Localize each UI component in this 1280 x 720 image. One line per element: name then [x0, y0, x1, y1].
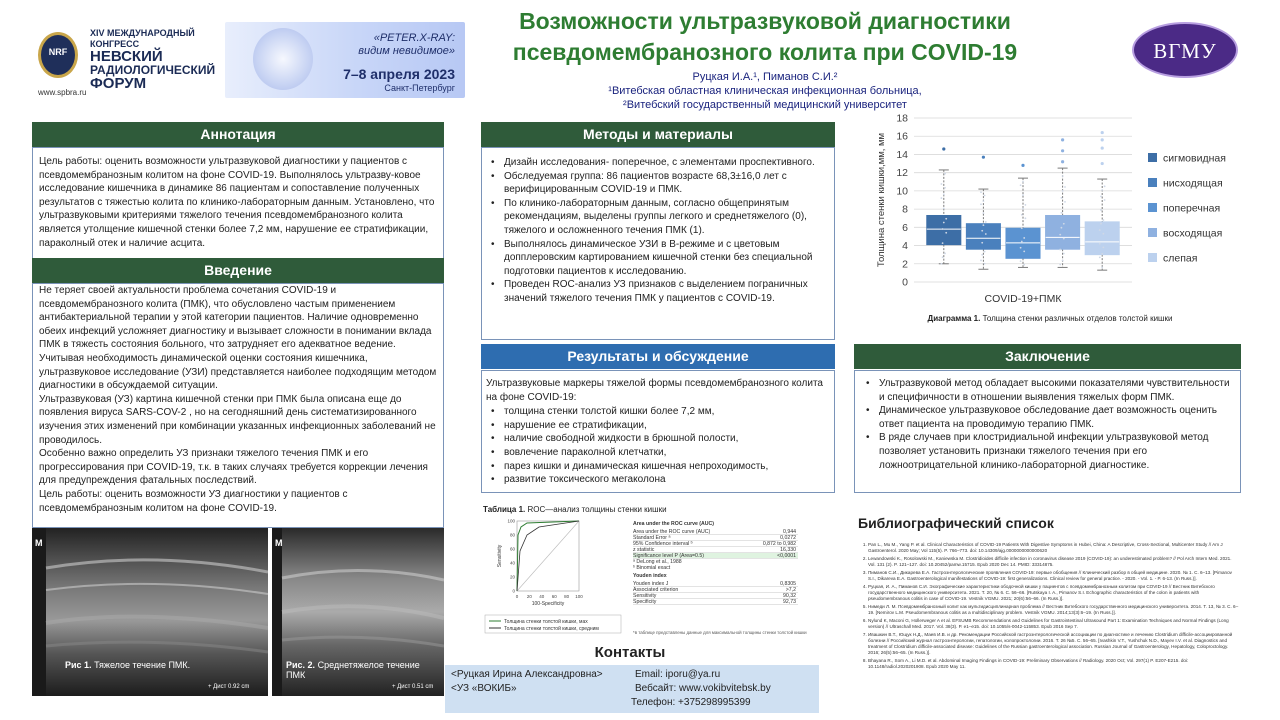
bibliography-item: 4. Руцкая, И. А., Пиманов С.И. Эхографические характеристики ободочной кишки у пациентов с псевдомембранозным колитом при COVID-19 // Вестник Витебского государственного медицинского университета. 2021. Т. 20, № 6. С. 56–66. [Rutskaya I. A., Pimanov S.I. Echographic characteristics of the colon in patients with pseudomembranous colitis in case of COVID-19. Vestnik VGMU. 2021; 20(6):56–66. (In Russ.)]. — [868, 584, 1240, 602]
ultrasound-image-2 — [272, 528, 444, 696]
outlier-point — [1101, 146, 1104, 149]
data-point — [1099, 243, 1101, 245]
data-point — [1025, 204, 1027, 206]
data-point — [1062, 175, 1064, 177]
y-tick-label: 4 — [902, 240, 908, 253]
data-point — [1100, 195, 1102, 197]
youden-row: Youden index J 0,8305 — [633, 581, 796, 587]
contacts-box — [445, 665, 819, 713]
chart-caption: Диаграмма 1. Толщина стенки различных отделов толстой кишки — [927, 314, 1173, 323]
bibliography-item: 8. Bhayana R., Som A., Li M.D. et al. Abdominal Imaging Findings in COVID-19: Preliminary Observations // Radiology. 2020 Oct; Vol. 297(1) P. E207-E215. doi: 10.1148/radiol.2020201908. Epub 2020 May 11. — [868, 658, 1240, 670]
roc-footnote-2: ᵇ Binomial exact — [633, 565, 671, 571]
legend-swatch — [1148, 153, 1157, 162]
roc-x-tick: 0 — [515, 594, 519, 599]
data-point — [1104, 185, 1106, 187]
annotation-header: Аннотация — [32, 122, 444, 147]
data-point — [1020, 184, 1022, 186]
results-list — [486, 405, 830, 487]
data-point — [1103, 219, 1105, 221]
data-point — [1022, 194, 1024, 196]
methods-list — [486, 156, 830, 306]
data-point — [1059, 249, 1061, 251]
bibliography-list — [858, 542, 1240, 670]
data-point — [980, 260, 982, 262]
contact-name: <Руцкая Ирина Александровна> — [451, 669, 603, 680]
data-point — [1061, 227, 1063, 229]
data-point — [1103, 246, 1105, 248]
data-point — [980, 203, 982, 205]
data-point — [943, 193, 945, 195]
box-3 — [1046, 215, 1080, 249]
bibliography-box — [858, 542, 1240, 718]
data-point — [944, 253, 946, 255]
data-point — [1059, 264, 1061, 266]
legend-label: поперечная — [1163, 202, 1221, 215]
data-point — [1100, 209, 1102, 211]
xray-emblem-icon — [253, 28, 313, 90]
data-point — [1063, 238, 1065, 240]
data-point — [942, 228, 944, 230]
box-1 — [966, 224, 1000, 250]
results-item: • нарушение ее стратификации, — [486, 419, 830, 433]
box-0 — [927, 215, 961, 244]
roc-y-tick: 20 — [509, 574, 515, 580]
poster-title: Возможности ультразвуковой диагностики псевдомембранозного колита при COVID-19 — [512, 8, 1018, 65]
intro-p2: Ультразвуковая (УЗ) картина кишечной стенки при ПМК была описана еще до появления вируса SARS-COV-2 , но на сегодняшний день систематизированного изучения этих изменений при комбинации указанных инфекционных заболеваний не проводилось. — [39, 393, 436, 446]
roc-y-tick: 40 — [509, 560, 515, 566]
contact-phone: Телефон: +375298995399 — [631, 697, 751, 708]
results-header: Результаты и обсуждение — [481, 344, 835, 369]
roc-x-axis-label: 100-Specificity — [531, 601, 565, 607]
data-point — [984, 263, 986, 265]
outlier-point — [1101, 162, 1104, 165]
conclusion-list — [861, 377, 1234, 472]
roc-y-axis-label: Sensitivity — [497, 544, 503, 568]
outlier-point — [1061, 138, 1064, 141]
roc-figure — [483, 515, 823, 640]
intro-p4: Цель работы: оценить возможности УЗ диагностики у пациентов с псевдомембранозным колитом на фоне COVID-19. — [39, 488, 348, 514]
congress-banner — [225, 22, 465, 98]
y-tick-label: 6 — [902, 221, 908, 234]
roc-y-tick: 0 — [512, 588, 515, 594]
x-axis-label: COVID-19+ПМК — [984, 293, 1062, 305]
bibliography-item: 1. Pan L., Mu M., Yang P. et al. Clinical Characteristics of COVID-19 Patients With Digestive Symptoms in Hubei, China: A Descriptive, Cross-Sectional, Multicenter Study // Am J Gastroenterol. 2020 May; Vol 115(5). P. 766–773. doi: 10.14309/ajg.0000000000000620 — [868, 542, 1240, 554]
data-point — [1101, 189, 1103, 191]
data-point — [1020, 247, 1022, 249]
data-point — [945, 232, 947, 234]
intro-box — [32, 283, 444, 528]
bibliography-item: 5. Нимеди Л. М. Псевдомембранозный колит как мультидисциплинарная проблема // Вестник Витебского государственного медицинского университета. 2014. Т. 13, № 3. С. 6–19. [Nemirov L.M. Pseudomembranous colitis as a multidisciplinary problem. Vestnik VGMU. 2014;13(3):6–19. (In Russ.)]. — [868, 604, 1240, 616]
intro-p3: Особенно важно определить УЗ признаки тяжелого течения ПМК и его прогрессирования при COVID-19, т.к. в таких случаях требуется коррекции лечения для предупреждения фатальных последствий. — [39, 448, 428, 487]
roc-auc-table — [633, 521, 798, 605]
data-point — [945, 218, 947, 220]
roc-footnote-1: ᵃ DeLong et al., 1988 — [633, 559, 682, 565]
forum-line4: ФОРУМ — [90, 75, 147, 92]
bibliography-item: 7. Ивашкин В.Т., Ющук Н.Д., Маев И.В. и др. Рекомендации Российской гастроэнтерологической ассоциации по диагностике и лечению Clostridium difficile-ассоциированной болезни // Российский журнал гастроэнтерологии, гепатологии, колопроктологии. 2016. Т. 26 №5. С. 56–65. [Ivashkin V.T., Yushchuk N.D., Mayev I.V. et al. Diagnostics and treatment of Clostridium difficile-associated disease: Guidelines of the Russian gastroenterological association. Russian Journal of Gastroenterology, Hepatology, Coloproctology. 2016; 26(5):56–65. (In Russ.)]. — [868, 632, 1240, 656]
conclusion-header: Заключение — [854, 344, 1241, 369]
forum-logo — [32, 22, 220, 98]
data-point — [1025, 217, 1027, 219]
figure-1-distance: + Дист 0.92 cm — [208, 684, 250, 690]
banner-slogan-1: «PETER.X-RAY: — [373, 32, 455, 44]
methods-item: • Обследуемая группа: 86 пациентов возрасте 68,3±16,0 лет с верифицированным COVID-19 и ПМК. — [486, 170, 830, 197]
conclusion-item: • Ультразвуковой метод обладает высокими показателями чувствительности и специфичности в отношении выявления тяжелых форм ПМК. — [861, 377, 1234, 404]
contact-org: <УЗ «ВОКИБ» — [451, 683, 517, 694]
box-4 — [1085, 222, 1119, 255]
data-point — [983, 224, 985, 226]
methods-box — [481, 147, 835, 340]
y-tick-label: 14 — [896, 148, 908, 161]
data-point — [943, 222, 945, 224]
data-point — [942, 242, 944, 244]
roc-x-tick: 20 — [526, 594, 532, 599]
data-point — [984, 195, 986, 197]
annotation-box — [32, 147, 444, 259]
results-item: • толщина стенки толстой кишки более 7,2 мм, — [486, 405, 830, 419]
wall-thickness-boxplot — [850, 108, 1242, 328]
data-point — [985, 233, 987, 235]
roc-x-tick: 80 — [564, 594, 570, 599]
outlier-point — [1101, 138, 1104, 141]
data-point — [1099, 257, 1101, 259]
data-point — [1064, 186, 1066, 188]
forum-line2: НЕВСКИЙ — [90, 48, 163, 65]
results-item: • вовлечение параколной клетчатки, — [486, 446, 830, 460]
legend-label: сигмовидная — [1163, 152, 1226, 165]
banner-dates: 7–8 апреля 2023 — [343, 66, 455, 82]
data-point — [1061, 197, 1063, 199]
youden-row: Sensitivity 90,32 — [633, 593, 796, 599]
outlier-point — [942, 147, 945, 150]
forum-line3: РАДИОЛОГИЧЕСКИЙ — [90, 62, 216, 77]
results-lead: Ультразвуковые маркеры тяжелой формы псевдомембранозного колита на фоне COVID-19: — [486, 378, 823, 403]
y-tick-label: 10 — [896, 185, 908, 198]
ultrasound-image-1 — [32, 528, 268, 696]
y-tick-label: 18 — [896, 112, 908, 125]
legend-label: слепая — [1163, 252, 1198, 265]
data-point — [1023, 237, 1025, 239]
conclusion-item: • В ряде случаев при клостридиальной инфекции ультразвуковой метод позволяет установить признаки тяжелого течения при его ложноотрицательной клинико-лабораторной диагностике. — [861, 431, 1234, 472]
contact-email[interactable]: Email: iporu@ya.ru — [635, 669, 721, 680]
data-point — [944, 187, 946, 189]
data-point — [1023, 250, 1025, 252]
data-point — [983, 212, 985, 214]
auc-header: Area under the ROC curve (AUC) — [633, 521, 714, 527]
auc-row: Standard Error ᵃ 0,0272 — [633, 535, 796, 541]
methods-item: • По клинико-лабораторным данным, согласно общепринятым рекомендациям, выделены группы легкого и среднетяжелого (0), тяжелого и осложненного течения ПМК (1). — [486, 197, 830, 238]
intro-header: Введение — [32, 258, 444, 283]
ultrasound-marker-2: M — [275, 538, 283, 548]
data-point — [1103, 233, 1105, 235]
methods-item: • Дизайн исследования- поперечное, с элементами проспективного. — [486, 156, 830, 170]
data-point — [1062, 190, 1064, 192]
results-item: • развитие токсического мегаколона — [486, 473, 830, 487]
legend-label: нисходящая — [1163, 177, 1223, 190]
table-1-caption: Таблица 1. ROC—анализ толщины стенки кишки — [483, 505, 667, 514]
roc-note: *в таблице представлены данные для максимальной толщины стенки толстой кишки — [633, 630, 807, 635]
data-point — [985, 221, 987, 223]
ultrasound-marker: M — [35, 538, 43, 548]
auc-row: Significance level P (Area=0.5) <0,0001 — [633, 553, 796, 559]
data-point — [1101, 267, 1103, 269]
data-point — [1100, 223, 1102, 225]
youden-row: Associated criterion >7,2 — [633, 587, 796, 593]
forum-seal-icon: NRF — [38, 32, 78, 78]
auc-row: z statistic 16,330 — [633, 547, 796, 553]
data-point — [983, 200, 985, 202]
youden-row: Specificity 92,73 — [633, 599, 796, 605]
annotation-text: Цель работы: оценить возможности ультразвуковой диагностики у пациентов с псевдомембранозным колитом на фоне COVID-19. Выполнялось ультразву-ковое исследование кишечника в динамике 86 пациентам и сопоставление полученных результатов с тяжестью колита по клинико-лабораторным данным. Установлено, что ультразвуковыми критериями тяжелого течения псевдомембранозного колита является утолщение кишечной стенки более 7,2 мм, нарушение ее стратификации, параколный отек и наличие асцита. — [39, 156, 435, 249]
data-point — [984, 251, 986, 253]
figure-2-caption: Рис. 2. Среднетяжелое течение ПМК — [286, 660, 420, 680]
data-point — [1020, 260, 1022, 262]
data-point — [1063, 253, 1065, 255]
data-point — [1023, 264, 1025, 266]
data-point — [942, 256, 944, 258]
data-point — [1059, 234, 1061, 236]
affiliation-2: ²Витебский государственный медицинский университет — [623, 99, 907, 111]
data-point — [941, 197, 943, 199]
outlier-point — [1061, 160, 1064, 163]
data-point — [1099, 229, 1101, 231]
data-point — [941, 183, 943, 185]
data-point — [1101, 253, 1103, 255]
figure-1-caption: Рис 1. Тяжелое течение ПМК. — [65, 660, 191, 670]
data-point — [1021, 214, 1023, 216]
contact-website[interactable]: Вебсайт: www.vokibvitebsk.by — [635, 683, 771, 694]
y-tick-label: 8 — [902, 203, 908, 216]
y-tick-label: 0 — [902, 276, 908, 289]
youden-header: Youden index — [633, 573, 667, 579]
outlier-point — [1061, 149, 1064, 152]
outlier-point — [982, 156, 985, 159]
methods-item: • Проведен ROC-анализ УЗ признаков с выделением пограничных значений тяжелого течения ПМК у пациентов с COVID-19. — [486, 278, 830, 305]
data-point — [1063, 223, 1065, 225]
auc-row: Area under the ROC curve (AUC) 0,944 — [633, 529, 796, 535]
bibliography-item: 3. Пиманов С.И., Дикарева Е.А. Гастроэнтерологические проявления COVID-19: первые обобщения // Клинический разбор в общей медицине. 2020. № 1. С. 6–13. [Pimanov S.I., Dikareva E.A. Gastroenterological manifestations of COVID-19: first generalizations. Clinical review for general practice. - 2020. - Vol. 1. - P. 6-13. (In Russ.)]. — [868, 570, 1240, 582]
y-axis-label: Толщина стенки кишки,мм, мм — [876, 132, 887, 268]
roc-x-tick: 60 — [551, 594, 557, 599]
conclusion-item: • Динамическое ультразвуковое обследование дает возможность оценить ответ пациента на проводимую терапию ПМК. — [861, 404, 1234, 431]
y-tick-label: 16 — [896, 130, 908, 143]
y-tick-label: 2 — [902, 258, 908, 271]
bibliography-item: 6. Nylund K, Maconi G, Hollerweger A et al. EFSUMB Recommendations and Guidelines for Gastrointestinal Ultrasound Part 1: Examination Techniques and Normal Findings (Long version) // Ultraschall Med. 2017. Vol. 38(3). P. e1–e15. doi: 10.1055/s-0042-115853. Epub 2016 Sep 7. — [868, 618, 1240, 630]
bibliography-item: 2. Lewandowski K., Rosolowski M., Kaniewska M. Clostridioides difficile infection in coronavirus disease 2019 (COVID-19): an underestimated problem? // Pol Arch Intern Med. 2021. Vol. 131 (2). P. 121–127. doi: 10.20452/pamw.15715. Epub 2020 Dec 14. PMID: 33314875. — [868, 556, 1240, 568]
data-point — [1062, 260, 1064, 262]
roc-y-tick: 100 — [507, 518, 515, 524]
results-box — [481, 370, 835, 493]
banner-slogan-2: видим невидимое» — [358, 45, 455, 57]
legend-swatch — [1148, 203, 1157, 212]
auc-row: 95% Confidence interval ᵇ 0,872 to 0,982 — [633, 541, 796, 547]
data-point — [1022, 181, 1024, 183]
results-item: • парез кишки и динамическая кишечная непроходимость, — [486, 460, 830, 474]
contacts-header: Контакты — [594, 644, 666, 661]
figure-2-distance: + Дист 0.51 cm — [392, 684, 434, 690]
data-point — [981, 230, 983, 232]
forum-url[interactable]: www.spbra.ru — [38, 88, 87, 97]
results-item: • наличие свободной жидкости в брюшной полости, — [486, 432, 830, 446]
authors-line: Руцкая И.А.¹, Пиманов С.И.² — [692, 71, 838, 83]
methods-item: • Выполнялось динамическое УЗИ в В-режиме и с цветовым допплеровским картированием кишечной стенки без специальной подготовки пациентов к исследованию. — [486, 238, 830, 279]
conclusion-box — [854, 370, 1241, 493]
outlier-point — [1021, 164, 1024, 167]
legend-swatch — [1148, 253, 1157, 262]
roc-y-tick: 80 — [509, 532, 515, 538]
roc-y-tick: 60 — [509, 546, 515, 552]
data-point — [1104, 199, 1106, 201]
legend-swatch — [1148, 228, 1157, 237]
data-point — [1061, 212, 1063, 214]
data-point — [944, 173, 946, 175]
affiliation-1: ¹Витебская областная клиническая инфекционная больница, — [608, 85, 922, 97]
bibliography-header: Библиографический список — [858, 515, 1054, 531]
data-point — [943, 208, 945, 210]
vgmu-logo: ВГМУ — [1132, 22, 1238, 78]
data-point — [981, 242, 983, 244]
roc-legend-label-2: Толщина стенки толстой кишки, средним — [504, 626, 599, 632]
intro-p1: Не теряет своей актуальности проблема сочетания COVID-19 и псевдомембранозного колита (ПМК), что обусловлено частым применением антибактериальной терапии у этой категории пациентов. Наличие одновременно обеих инфекций усложняет диагностику и вызывает сложности в понимании вклада ПМК в тяжесть состояния больного, что затрудняет его адекватное ведение. Учитывая необходимость динамической оценки состояния кишечника, ультразвуковое исследование (УЗИ) представляется наиболее подходящим методом диагностики в обсуждаемой ситуации. — [39, 285, 437, 392]
y-tick-label: 12 — [896, 167, 908, 180]
data-point — [1021, 241, 1023, 243]
roc-x-tick: 100 — [575, 594, 583, 599]
outlier-point — [1101, 131, 1104, 134]
roc-legend-label-1: Толщина стенки толстой кишки, мах — [504, 619, 588, 625]
poster-authors — [470, 70, 1060, 112]
data-point — [981, 254, 983, 256]
data-point — [980, 191, 982, 193]
data-point — [941, 263, 943, 265]
forum-line1: XIV МЕЖДУНАРОДНЫЙ КОНГРЕСС — [90, 28, 195, 49]
methods-header: Методы и материалы — [481, 122, 835, 147]
data-point — [1064, 201, 1066, 203]
roc-curve-chart — [483, 515, 623, 640]
roc-x-tick: 40 — [539, 594, 545, 599]
legend-label: восходящая — [1163, 227, 1223, 240]
data-point — [1022, 208, 1024, 210]
data-point — [1021, 227, 1023, 229]
legend-swatch — [1148, 178, 1157, 187]
banner-city: Санкт-Петербург — [384, 83, 455, 93]
